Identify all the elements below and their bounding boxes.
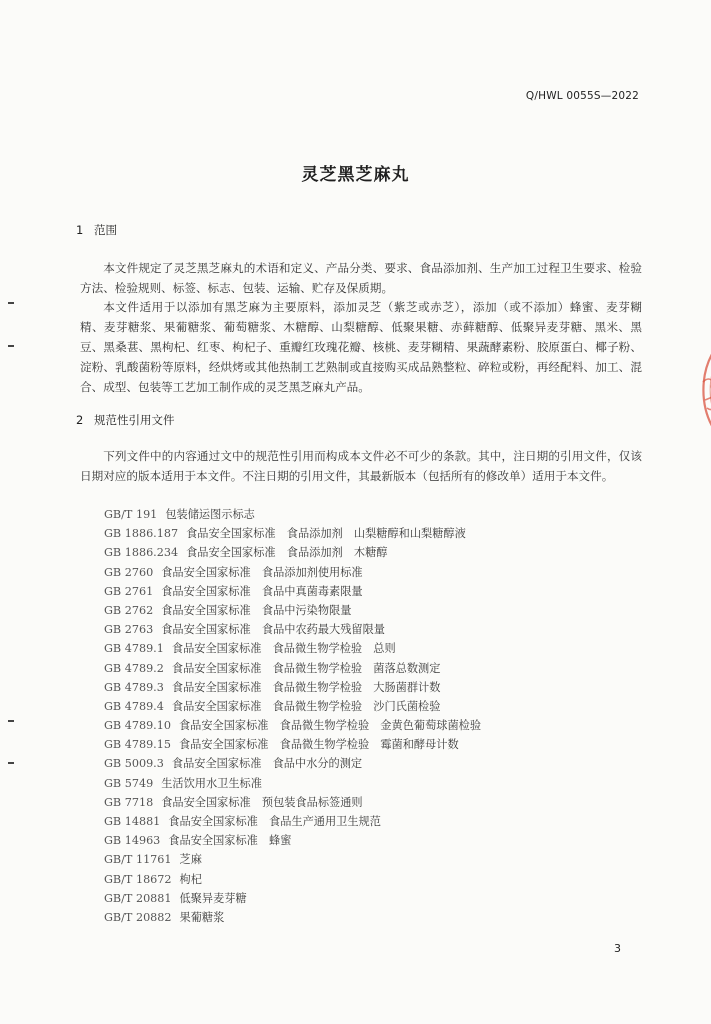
reference-title: 食品安全国家标准 食品微生物学检验 大肠菌群计数 — [171, 680, 441, 694]
reference-code: GB 4789.10 — [104, 719, 171, 733]
reference-item — [104, 543, 481, 562]
reference-title: 食品安全国家标准 食品中污染物限量 — [161, 603, 352, 617]
reference-title: 包装储运图示标志 — [165, 508, 255, 521]
reference-code: GB 2761 — [104, 584, 154, 598]
section-heading-references — [76, 412, 175, 428]
section-number: 1 — [76, 223, 84, 237]
reference-code: GB 1886.234 — [104, 546, 179, 560]
reference-code: GB 14963 — [104, 834, 161, 848]
section-title: 规范性引用文件 — [94, 413, 175, 427]
reference-title: 生活饮用水卫生标准 — [161, 776, 262, 790]
reference-item — [104, 639, 481, 658]
reference-item — [104, 659, 481, 678]
seal-stamp-icon — [689, 330, 711, 450]
document-title: 灵芝黑芝麻丸 — [301, 165, 410, 185]
reference-item — [104, 524, 481, 543]
reference-title: 食品安全国家标准 预包装食品标签通则 — [161, 795, 363, 809]
reference-title: 果葡糖浆 — [179, 910, 225, 924]
reference-item — [104, 716, 481, 735]
reference-item — [104, 601, 481, 620]
reference-title: 食品安全国家标准 食品中水分的测定 — [171, 757, 363, 771]
reference-title: 枸杞 — [179, 872, 202, 886]
reference-item — [104, 908, 481, 927]
reference-code: GB 2760 — [104, 565, 154, 579]
reference-code: GB 4789.1 — [104, 642, 164, 656]
reference-code: GB/T 11761 — [104, 853, 172, 867]
scope-paragraph-2: 本文件适用于以添加有黑芝麻为主要原料，添加灵芝（紫芝或赤芝），添加（或不添加）蜂蜜、麦芽糊精、麦芽糖浆、果葡糖浆、葡萄糖浆、木糖醇、山梨糖醇、低聚果糖、赤藓糖醇、低聚异麦芽糖、黑米、黑豆、黑桑葚、黑枸杞、红枣、枸杞子、重瓣红玫瑰花瓣、核桃、麦芽糊精、果蔬酵素粉、胶原蛋白、椰子粉、淀粉、乳酸菌粉等原料，经烘烤或其他热制工艺熟制或直接购买成品熟整粒、碎粒或粉，再经配料、加工、混合、成型、包装等工艺加工制作成的灵芝黑芝麻丸产品。 — [80, 300, 642, 394]
reference-code: GB 4789.15 — [104, 738, 171, 752]
section-heading-scope — [76, 222, 117, 238]
reference-code: GB/T 18672 — [104, 872, 172, 886]
references-intro-paragraph: 下列文件中的内容通过文中的规范性引用而构成本文件必不可少的条款。其中，注日期的引用文件，仅该日期对应的版本适用于本文件。不注日期的引用文件，其最新版本（包括所有的修改单）适用于本文件。 — [80, 449, 642, 483]
reference-code: GB 2762 — [104, 603, 154, 617]
reference-item — [104, 870, 481, 889]
reference-item — [104, 697, 481, 716]
reference-code: GB 2763 — [104, 623, 154, 637]
section-title: 范围 — [94, 223, 117, 237]
reference-item — [104, 678, 481, 697]
reference-item — [104, 505, 481, 524]
reference-code: GB 5749 — [104, 776, 154, 790]
reference-item — [104, 563, 481, 582]
page-number: 3 — [614, 942, 621, 955]
reference-item — [104, 812, 481, 831]
reference-code: GB 4789.2 — [104, 661, 164, 675]
binding-mark — [8, 302, 14, 304]
reference-code: GB 7718 — [104, 795, 154, 809]
reference-item — [104, 774, 481, 793]
scope-paragraph-1: 本文件规定了灵芝黑芝麻丸的术语和定义、产品分类、要求、食品添加剂、生产加工过程卫生要求、检验方法、检验规则、标签、标志、包装、运输、贮存及保质期。 — [80, 261, 642, 295]
section-number: 2 — [76, 413, 84, 427]
reference-code: GB/T 191 — [104, 508, 158, 521]
reference-title: 食品安全国家标准 食品添加剂 山梨糖醇和山梨糖醇液 — [186, 527, 466, 541]
reference-title: 食品安全国家标准 食品添加剂 木糖醇 — [186, 546, 388, 560]
reference-item — [104, 620, 481, 639]
reference-code: GB 14881 — [104, 815, 161, 828]
reference-code: GB/T 20882 — [104, 910, 172, 924]
reference-title: 食品安全国家标准 食品添加剂使用标准 — [161, 565, 363, 579]
reference-code: GB 4789.4 — [104, 699, 164, 713]
reference-title: 食品安全国家标准 食品微生物学检验 金黄色葡萄球菌检验 — [178, 719, 482, 733]
reference-title: 低聚异麦芽糖 — [179, 891, 247, 905]
document-code: Q/HWL 0055S—2022 — [525, 90, 639, 102]
reference-code: GB 1886.187 — [104, 527, 179, 541]
reference-item — [104, 850, 481, 869]
reference-code: GB 4789.3 — [104, 680, 164, 694]
reference-title: 食品安全国家标准 蜂蜜 — [168, 834, 292, 848]
reference-list — [104, 505, 481, 927]
reference-title: 食品安全国家标准 食品中农药最大残留限量 — [161, 623, 385, 637]
reference-title: 食品安全国家标准 食品微生物学检验 霉菌和酵母计数 — [178, 738, 459, 752]
reference-code: GB/T 20881 — [104, 891, 172, 905]
reference-item — [104, 735, 481, 754]
reference-title: 食品安全国家标准 食品中真菌毒素限量 — [161, 584, 363, 598]
reference-item — [104, 793, 481, 812]
reference-item — [104, 889, 481, 908]
binding-mark — [8, 720, 14, 722]
reference-title: 食品安全国家标准 食品微生物学检验 总则 — [171, 642, 396, 656]
reference-item — [104, 754, 481, 773]
reference-title: 食品安全国家标准 食品生产通用卫生规范 — [168, 815, 381, 828]
reference-code: GB 5009.3 — [104, 757, 164, 771]
reference-title: 芝麻 — [179, 853, 202, 867]
reference-title: 食品安全国家标准 食品微生物学检验 沙门氏菌检验 — [171, 699, 441, 713]
reference-item — [104, 831, 481, 850]
reference-item — [104, 582, 481, 601]
reference-title: 食品安全国家标准 食品微生物学检验 菌落总数测定 — [171, 661, 441, 675]
binding-mark — [8, 762, 14, 764]
binding-mark — [8, 345, 14, 347]
